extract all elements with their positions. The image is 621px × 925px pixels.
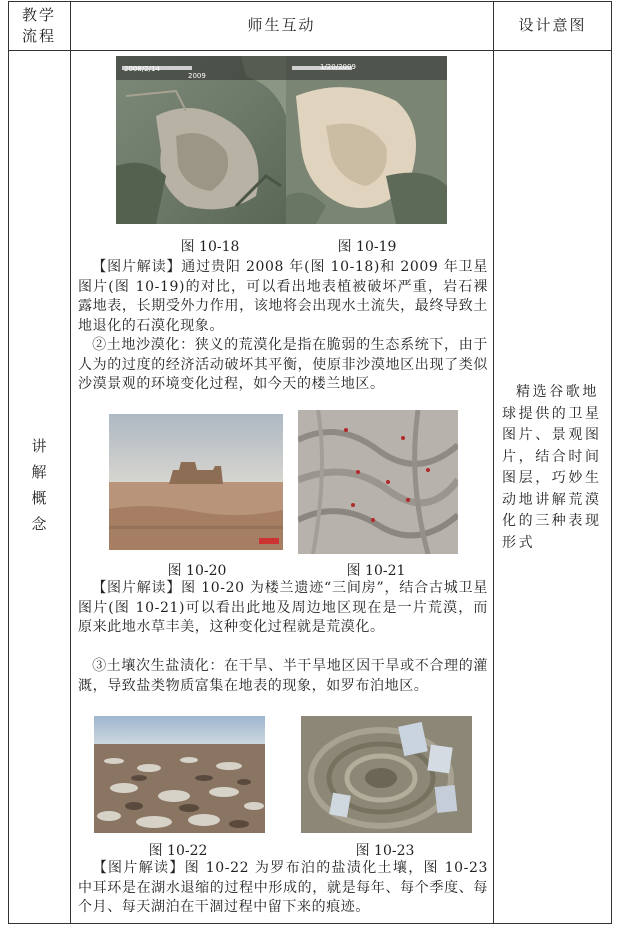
caption-fig-10-19: 图 10-19 <box>337 239 397 255</box>
figure-date-overlay: 2008/2/14 <box>124 65 160 73</box>
paragraph-interpretation-1: 【图片解读】通过贵阳 2008 年(图 10-18)和 2009 年卫星图片(图 10-19)的对比，可以看出地表植被破坏严重，岩石裸露地表，长期受外力作用，该地将会出现水土流失，最终导致土地退化的石漠化现象。 <box>78 259 488 334</box>
figure-10-19-satellite <box>286 56 447 224</box>
design-intent-text: 精选谷歌地球提供的卫星图片、景观图片，结合时间图层，巧妙生动地讲解荒漠化的三种表现形式 <box>502 384 602 551</box>
stage-char: 概 <box>31 489 47 507</box>
paragraph-desertification: ②土地沙漠化：狭义的荒漠化是指在脆弱的生态系统下，由于人为的过度的经济活动破坏其平衡，使原非沙漠地区出现了类似沙漠景观的环境变化过程，如今天的楼兰地区。 <box>78 337 488 392</box>
figure-year-overlay: 2009 <box>188 72 206 80</box>
header-col-intent: 设计意图 <box>518 16 587 34</box>
stage-char: 讲 <box>31 437 47 455</box>
column-divider <box>70 1 71 924</box>
figure-10-22-saline-soil <box>94 716 265 833</box>
paragraph-interpretation-2: 【图片解读】图 10-20 为楼兰遗迹“三间房”，结合古城卫星图片(图 10-21)可以看出此地及周边地区现在是一片荒漠，而原来此地水草丰美，这种变化过程就是荒漠化。 <box>78 580 488 635</box>
figure-10-20-loulan-ruins <box>109 414 283 550</box>
header-divider <box>8 50 612 51</box>
figure-date-overlay: 1/20/2009 <box>320 63 356 71</box>
header-col-interaction: 师生互动 <box>247 16 316 34</box>
caption-fig-10-18: 图 10-18 <box>180 239 240 255</box>
header-flow-line2: 流程 <box>21 27 56 45</box>
column-divider <box>493 1 494 924</box>
stage-label <box>19 433 59 537</box>
figure-10-21-ancient-city-satellite <box>298 410 458 554</box>
paragraph-interpretation-3: 【图片解读】图 10-22 为罗布泊的盐渍化土壤，图 10-23 中耳环是在湖水退缩的过程中形成的，就是每年、每个季度、每个月、每天湖泊在干涸过程中留下来的痕迹。 <box>78 860 488 915</box>
caption-fig-10-23: 图 10-23 <box>355 843 415 859</box>
caption-fig-10-20: 图 10-20 <box>167 563 227 579</box>
caption-fig-10-21: 图 10-21 <box>346 563 406 579</box>
stage-char: 念 <box>31 515 47 533</box>
stage-char: 解 <box>31 463 47 481</box>
figure-10-18-satellite <box>116 56 286 224</box>
header-flow-line1: 教学 <box>21 6 56 24</box>
figure-10-23-lop-nur-satellite <box>301 716 472 833</box>
header-col-flow <box>8 5 70 47</box>
caption-fig-10-22: 图 10-22 <box>148 843 208 859</box>
paragraph-salinization: ③土壤次生盐渍化：在干旱、半干旱地区因干旱或不合理的灌溉，导致盐类物质富集在地表的现象，如罗布泊地区。 <box>78 658 488 694</box>
